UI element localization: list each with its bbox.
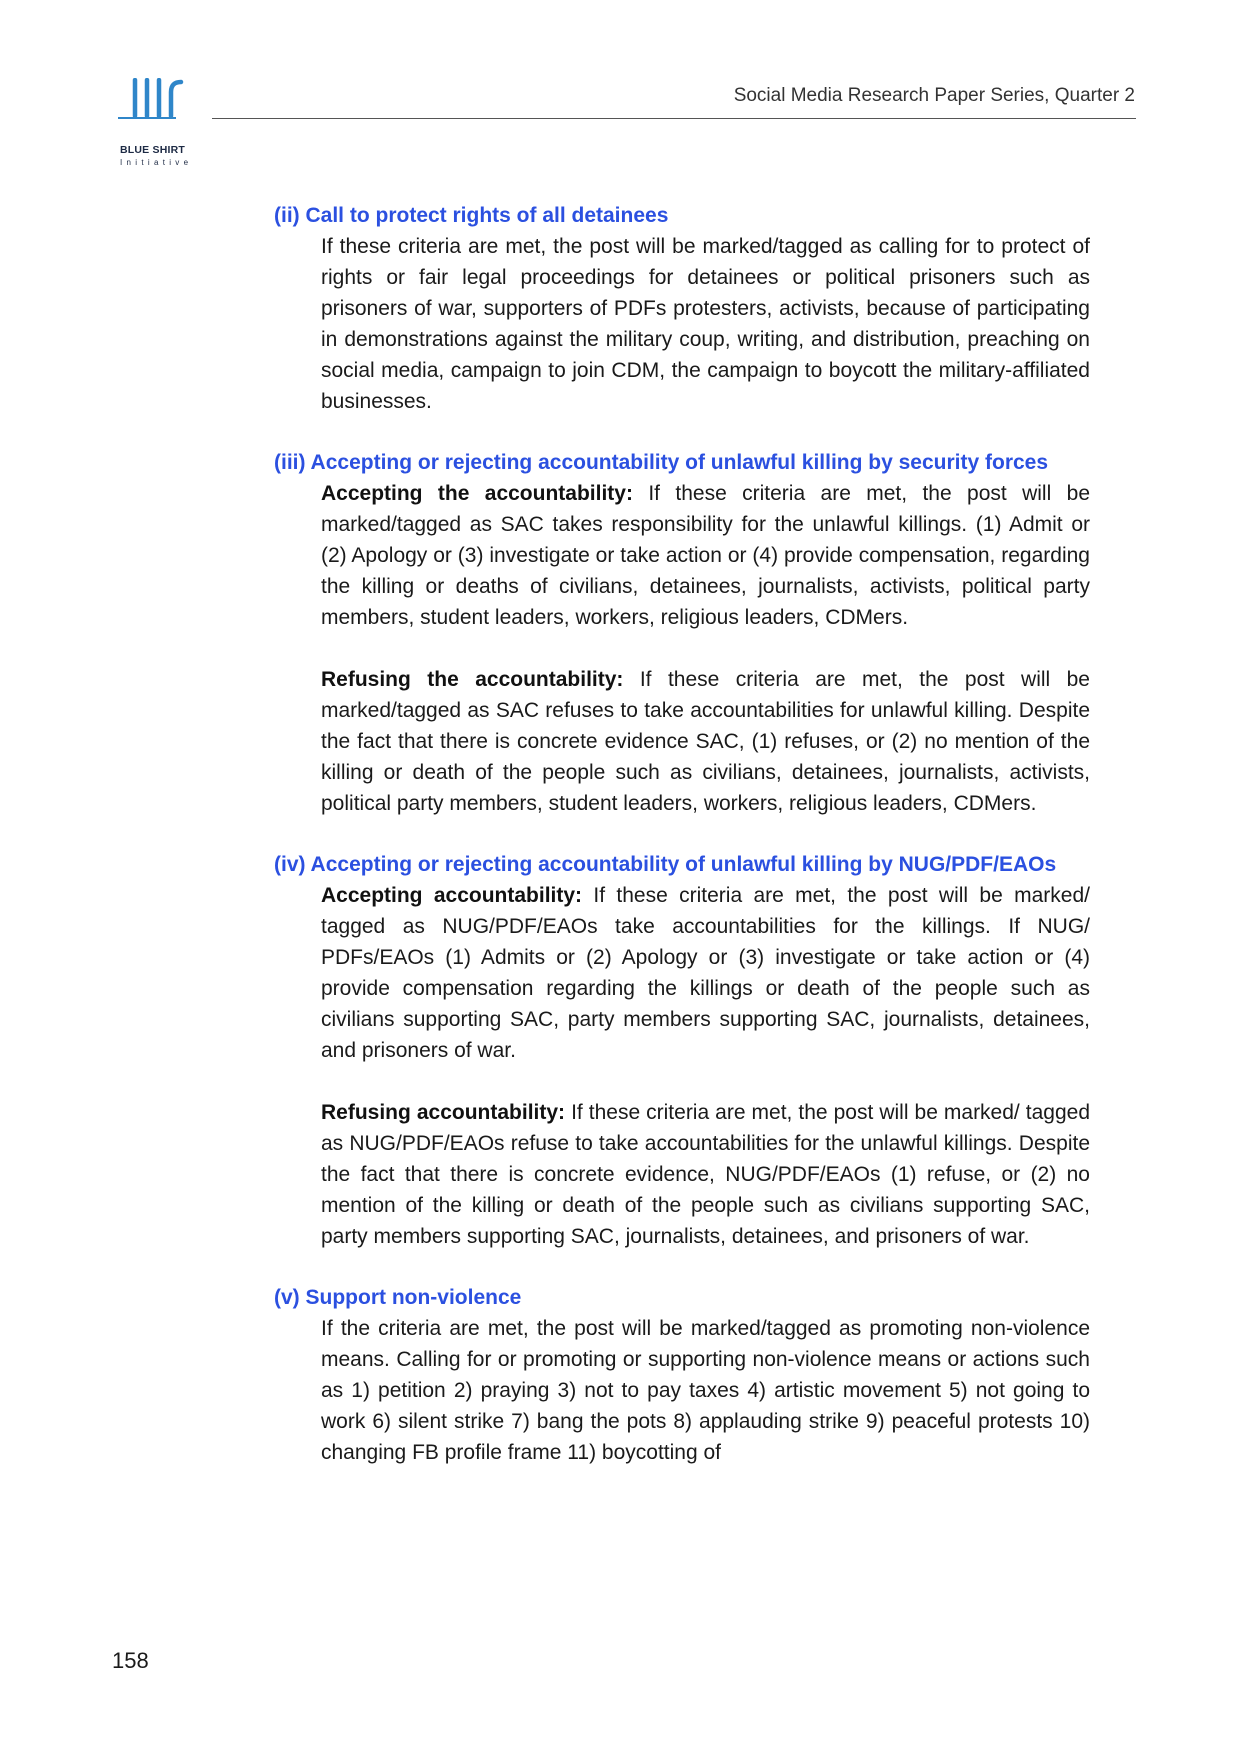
section-paragraph bbox=[321, 880, 1090, 1066]
series-title: Social Media Research Paper Series, Quarter 2 bbox=[733, 85, 1135, 106]
paragraph-text: If these criteria are met, the post will be marked/ tagged as NUG/PDF/EAOs refuse to take accountabilities for the unlawful killings. Despite the fact that there is concrete evidence, NUG/PDF/EAOs (1) refuse, or (2) no mention of the killing or death of the people such as civilians supporting SAC, party members supporting SAC, journalists, detainees, and prisoners of war. bbox=[321, 1101, 1090, 1248]
section-call-to-protect-detainees bbox=[274, 200, 1090, 417]
section-paragraph bbox=[321, 1313, 1090, 1468]
paragraph-text: If these criteria are met, the post will be marked/tagged as SAC takes responsibility for the unlawful killings. (1) Admit or (2) Apology or (3) investigate or take action or (4) provide compensation, regarding the killing or deaths of civilians, detainees, journalists, activists, political party members, student leaders, workers, religious leaders, CDMers. bbox=[321, 482, 1091, 629]
section-nug-pdf-eao-accountability bbox=[274, 849, 1090, 1252]
blue-shirt-logo bbox=[118, 78, 218, 174]
section-paragraph bbox=[321, 231, 1090, 417]
paragraph-text: If these criteria are met, the post will be marked/tagged as calling for to protect of rights or fair legal proceedings for detainees or political prisoners such as prisoners of war, supporters of PDFs protesters, activists, because of participating in demonstrations against the military coup, writing, and distribution, preaching on social media, campaign to join CDM, the campaign to boycott the military-affiliated businesses. bbox=[321, 235, 1090, 413]
paragraph-lead: Accepting the accountability: bbox=[321, 482, 633, 505]
paragraph-text: If the criteria are met, the post will be marked/tagged as promoting non-violence means. Calling for or promoting or supporting non-violence means or actions such as 1) petition 2) praying 3) not to pay taxes 4) artistic movement 5) not going to work 6) silent strike 7) bang the pots 8) applauding strike 9) peaceful protests 10) changing FB profile frame 11) boycotting of bbox=[321, 1317, 1090, 1464]
header-divider bbox=[212, 118, 1136, 119]
section-heading: (ii) Call to protect rights of all detainees bbox=[274, 204, 669, 227]
org-name: BLUE SHIRT bbox=[120, 144, 185, 156]
paragraph-lead: Refusing accountability: bbox=[321, 1101, 566, 1124]
paragraph-lead: Refusing the accountability: bbox=[321, 668, 624, 691]
section-paragraph bbox=[321, 478, 1090, 633]
section-heading: (iii) Accepting or rejecting accountability of unlawful killing by security forces bbox=[274, 451, 1049, 474]
page-body bbox=[274, 200, 1090, 1468]
section-security-forces-accountability bbox=[274, 447, 1090, 819]
section-paragraph bbox=[321, 664, 1090, 819]
paragraph-text: If these criteria are met, the post will be marked/ tagged as NUG/PDF/EAOs take accountabilities for the killings. If NUG/ PDFs/EAOs (1) Admits or (2) Apology or (3) investigate or take action or (4) provide compensation regarding the killings or death of the people such as civilians supporting SAC, party members supporting SAC, journalists, detainees, and prisoners of war. bbox=[321, 884, 1090, 1062]
org-subtitle: Initiative bbox=[120, 158, 193, 167]
section-paragraph bbox=[321, 1097, 1090, 1252]
page-number: 158 bbox=[112, 1648, 149, 1673]
blue-shirt-logo-icon bbox=[118, 78, 198, 140]
section-heading: (v) Support non-violence bbox=[274, 1286, 522, 1309]
paragraph-lead: Accepting accountability: bbox=[321, 884, 583, 907]
section-heading: (iv) Accepting or rejecting accountability of unlawful killing by NUG/PDF/EAOs bbox=[274, 853, 1057, 876]
section-support-non-violence bbox=[274, 1282, 1090, 1468]
paragraph-text: If these criteria are met, the post will be marked/tagged as SAC refuses to take accountabilities for unlawful killing. Despite the fact that there is concrete evidence SAC, (1) refuses, or (2) no mention of the killing or death of the people such as civilians, detainees, journalists, activists, political party members, student leaders, workers, religious leaders, CDMers. bbox=[321, 668, 1090, 815]
